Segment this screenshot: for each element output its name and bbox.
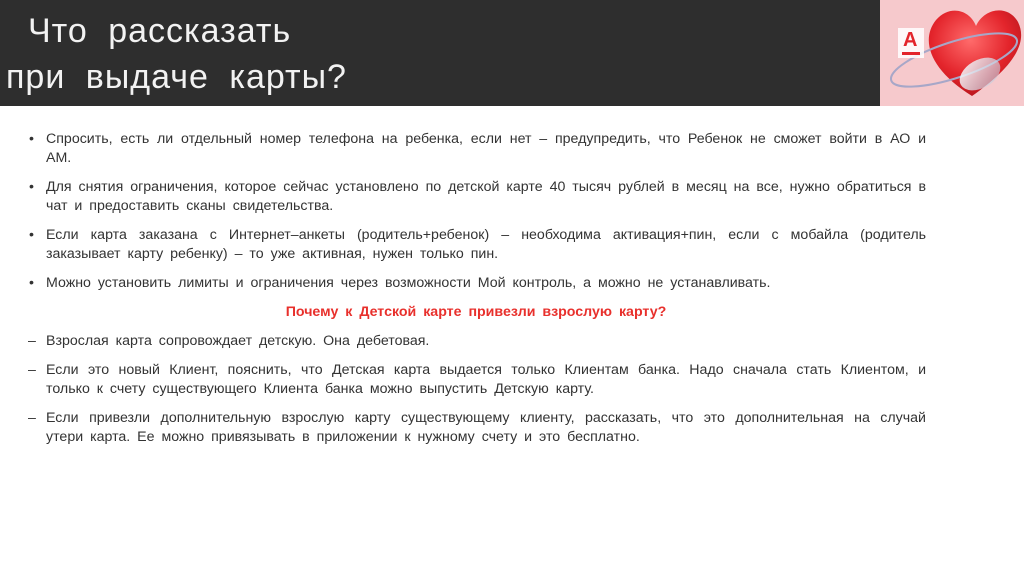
bullet-text: Спросить, есть ли отдельный номер телефона на ребенка, если нет – предупредить, что Ребенок не сможет войти в АО и АМ.	[46, 131, 926, 166]
bullet-marker: •	[29, 275, 34, 291]
list-item	[26, 361, 926, 399]
answer-text: Если привезли дополнительную взрослую карту существующему клиенту, рассказать, что это дополнительная на случай утери карта. Ее можно привязывать в приложении к нужному счету и это бесплатно.	[46, 410, 926, 445]
slide-body	[26, 130, 926, 457]
bank-logo-icon: А	[903, 29, 918, 51]
dash-marker: –	[28, 410, 36, 426]
bullet-text: Если карта заказана с Интернет–анкеты (родитель+ребенок) – необходима активация+пин, если с мобайла (родитель заказывает карту ребенку) – то уже активная, нужен только пин.	[46, 227, 926, 262]
list-item	[26, 409, 926, 447]
title-line-2: при выдаче карты?	[6, 58, 347, 96]
list-item	[26, 178, 926, 216]
question-heading: Почему к Детской карте привезли взрослую карту?	[285, 304, 667, 320]
bullet-text: Можно установить лимиты и ограничения через возможности Мой контроль, а можно не устанавливать.	[46, 275, 771, 291]
slide-title	[6, 8, 347, 100]
bullet-text: Для снятия ограничения, которое сейчас установлено по детской карте 40 тысяч рублей в месяц на все, нужно обратиться в чат и предоставить сканы свидетельства.	[46, 179, 926, 214]
list-item	[26, 130, 926, 168]
bullet-marker: •	[29, 131, 34, 147]
dash-marker: –	[28, 333, 36, 349]
answer-text: Взрослая карта сопровождает детскую. Она дебетовая.	[46, 333, 430, 349]
list-item	[26, 332, 926, 351]
list-item	[26, 274, 926, 293]
bullet-marker: •	[29, 227, 34, 243]
answer-text: Если это новый Клиент, пояснить, что Детская карта выдается только Клиентам банка. Надо сначала стать Клиентом, и только к счету существующего Клиента банка можно выпустить Детскую карту.	[46, 362, 926, 397]
slide-header	[0, 0, 880, 106]
logo-area	[880, 0, 1024, 106]
bank-logo-underline	[902, 52, 920, 55]
list-item	[26, 226, 926, 264]
dash-marker: –	[28, 362, 36, 378]
bullet-marker: •	[29, 179, 34, 195]
title-line-1: Что рассказать	[28, 12, 292, 50]
